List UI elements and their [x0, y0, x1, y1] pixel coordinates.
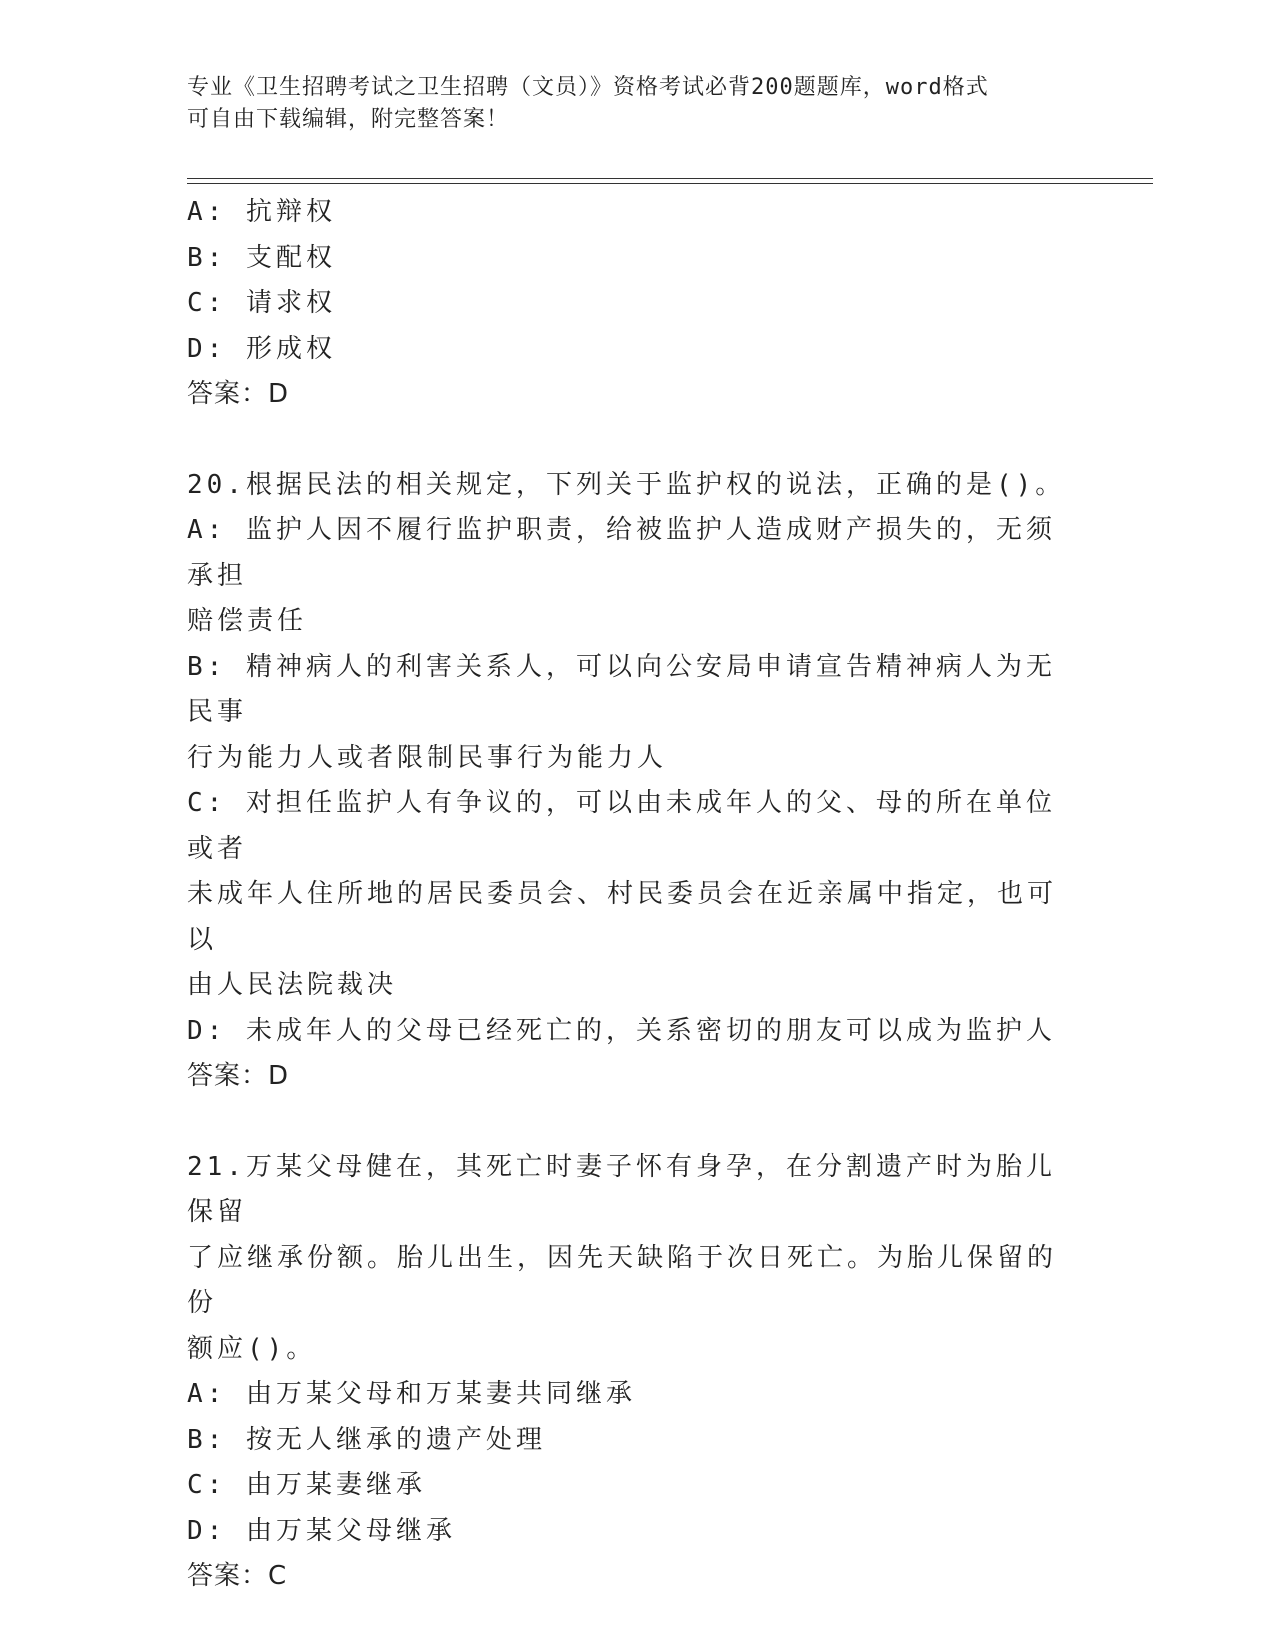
- option-a: A: 抗辩权: [187, 197, 336, 227]
- option-c: C: 对担任监护人有争议的，可以由未成年人的父、母的所在单位或者: [187, 788, 1056, 864]
- option-a: A: 监护人因不履行监护职责，给被监护人造成财产损失的，无须承担: [187, 515, 1056, 591]
- answer: 答案：C: [187, 1561, 288, 1591]
- option-a: A: 由万某父母和万某妻共同继承: [187, 1379, 636, 1409]
- question-stem-continued-2: 额应()。: [187, 1333, 317, 1364]
- header-title-line-2: 可自由下载编辑，附完整答案！: [187, 107, 510, 132]
- spacer: [187, 1100, 1077, 1145]
- answer: 答案：D: [187, 379, 290, 409]
- question-20: [187, 463, 1077, 1100]
- option-b: B: 精神病人的利害关系人，可以向公安局申请宣告精神病人为无民事: [187, 651, 1056, 727]
- header-title-line-1: 专业《卫生招聘考试之卫生招聘（文员）》资格考试必背200题题库，word格式: [187, 75, 989, 100]
- option-b: B: 按无人继承的遗产处理: [187, 1424, 546, 1455]
- option-a-continued: 赔偿责任: [187, 606, 308, 636]
- answer: 答案：D: [187, 1061, 290, 1091]
- spacer: [187, 418, 1077, 463]
- option-c: C: 由万某妻继承: [187, 1470, 426, 1500]
- option-c-continued: 未成年人住所地的居民委员会、村民委员会在近亲属中指定，也可以: [187, 879, 1058, 955]
- question-19-options: [187, 190, 1077, 418]
- question-stem: 21.万某父母健在，其死亡时妻子怀有身孕，在分割遗产时为胎儿保留: [187, 1151, 1056, 1227]
- question-stem: 20.根据民法的相关规定，下列关于监护权的说法，正确的是()。: [187, 469, 1066, 500]
- question-21: [187, 1145, 1077, 1600]
- option-d: D: 形成权: [187, 333, 336, 364]
- option-d: D: 由万某父母继承: [187, 1515, 456, 1546]
- header-double-rule: [187, 178, 1153, 184]
- option-c: C: 请求权: [187, 288, 336, 318]
- question-stem-continued: 了应继承份额。胎儿出生，因先天缺陷于次日死亡。为胎儿保留的份: [187, 1242, 1058, 1318]
- page-header: [187, 72, 1067, 136]
- document-body: [187, 190, 1077, 1600]
- option-c-continued-2: 由人民法院裁决: [187, 970, 398, 1000]
- option-b-continued: 行为能力人或者限制民事行为能力人: [187, 742, 668, 773]
- option-d: D: 未成年人的父母已经死亡的，关系密切的朋友可以成为监护人: [187, 1015, 1056, 1046]
- option-b: B: 支配权: [187, 242, 336, 273]
